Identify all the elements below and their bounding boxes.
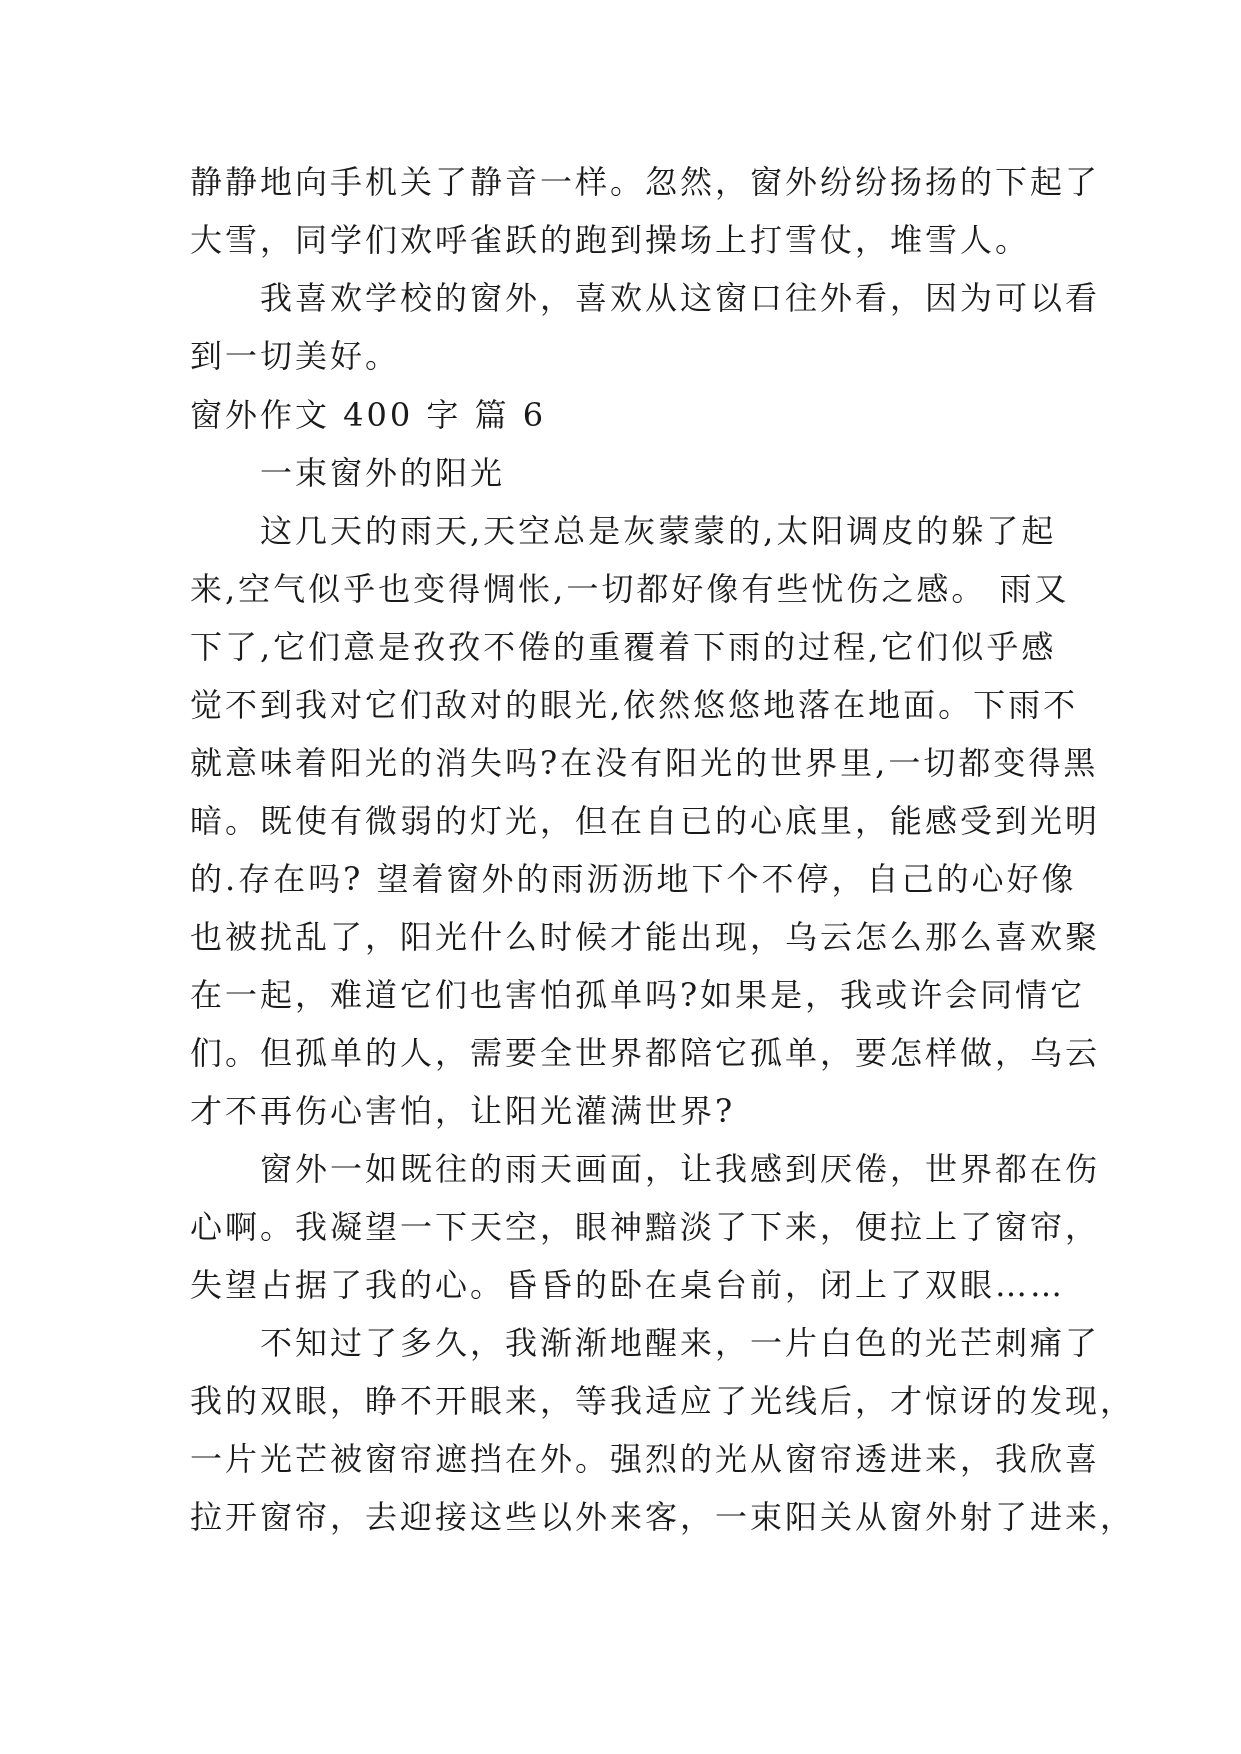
text-line: 我喜欢学校的窗外，喜欢从这窗口往外看，因为可以看 bbox=[190, 279, 1101, 317]
text-line: 拉开窗帘，去迎接这些以外来客，一束阳关从窗外射了进来， bbox=[190, 1498, 1136, 1536]
text-line: 这几天的雨天,天空总是灰蒙蒙的,太阳调皮的躲了起 bbox=[190, 512, 1057, 550]
section-heading: 窗外作文 400 字 篇 6 bbox=[190, 396, 547, 434]
text-line: 大雪，同学们欢呼雀跃的跑到操场上打雪仗，堆雪人。 bbox=[190, 221, 1031, 259]
text-line: 窗外一如既往的雨天画面，让我感到厌倦，世界都在伤 bbox=[190, 1150, 1101, 1188]
essay-title: 一束窗外的阳光 bbox=[190, 454, 506, 492]
text-line: 暗。既使有微弱的灯光，但在自已的心底里，能感受到光明 bbox=[190, 802, 1101, 840]
text-line: 心啊。我凝望一下天空，眼神黯淡了下来，便拉上了窗帘， bbox=[190, 1208, 1101, 1246]
text-line: 就意味着阳光的消失吗?在没有阳光的世界里,一切都变得黑 bbox=[190, 744, 1099, 782]
text-line: 才不再伤心害怕，让阳光灌满世界? bbox=[190, 1092, 736, 1130]
text-line: 在一起，难道它们也害怕孤单吗?如果是，我或许会同情它 bbox=[190, 976, 1086, 1014]
text-line: 来,空气似乎也变得惆怅,一切都好像有些忧伤之感。 雨又 bbox=[190, 570, 1070, 608]
text-line: 失望占据了我的心。昏昏的卧在桌台前，闭上了双眼…… bbox=[190, 1266, 1066, 1304]
text-line: 的.存在吗? 望着窗外的雨沥沥地下个不停，自己的心好像 bbox=[190, 860, 1077, 898]
text-line: 一片光芒被窗帘遮挡在外。强烈的光从窗帘透进来，我欣喜 bbox=[190, 1440, 1101, 1478]
text-line: 不知过了多久，我渐渐地醒来，一片白色的光芒刺痛了 bbox=[190, 1324, 1101, 1362]
text-line: 觉不到我对它们敌对的眼光,依然悠悠地落在地面。下雨不 bbox=[190, 686, 1079, 724]
text-line: 也被扰乱了，阳光什么时候才能出现，乌云怎么那么喜欢聚 bbox=[190, 918, 1101, 956]
text-line: 我的双眼，睁不开眼来，等我适应了光线后，才惊讶的发现， bbox=[190, 1382, 1136, 1420]
text-line: 静静地向手机关了静音一样。忽然，窗外纷纷扬扬的下起了 bbox=[190, 163, 1101, 201]
text-line: 到一切美好。 bbox=[190, 337, 401, 375]
text-line: 们。但孤单的人，需要全世界都陪它孤单，要怎样做，乌云 bbox=[190, 1034, 1101, 1072]
text-line: 下了,它们意是孜孜不倦的重覆着下雨的过程,它们似乎感 bbox=[190, 628, 1057, 666]
